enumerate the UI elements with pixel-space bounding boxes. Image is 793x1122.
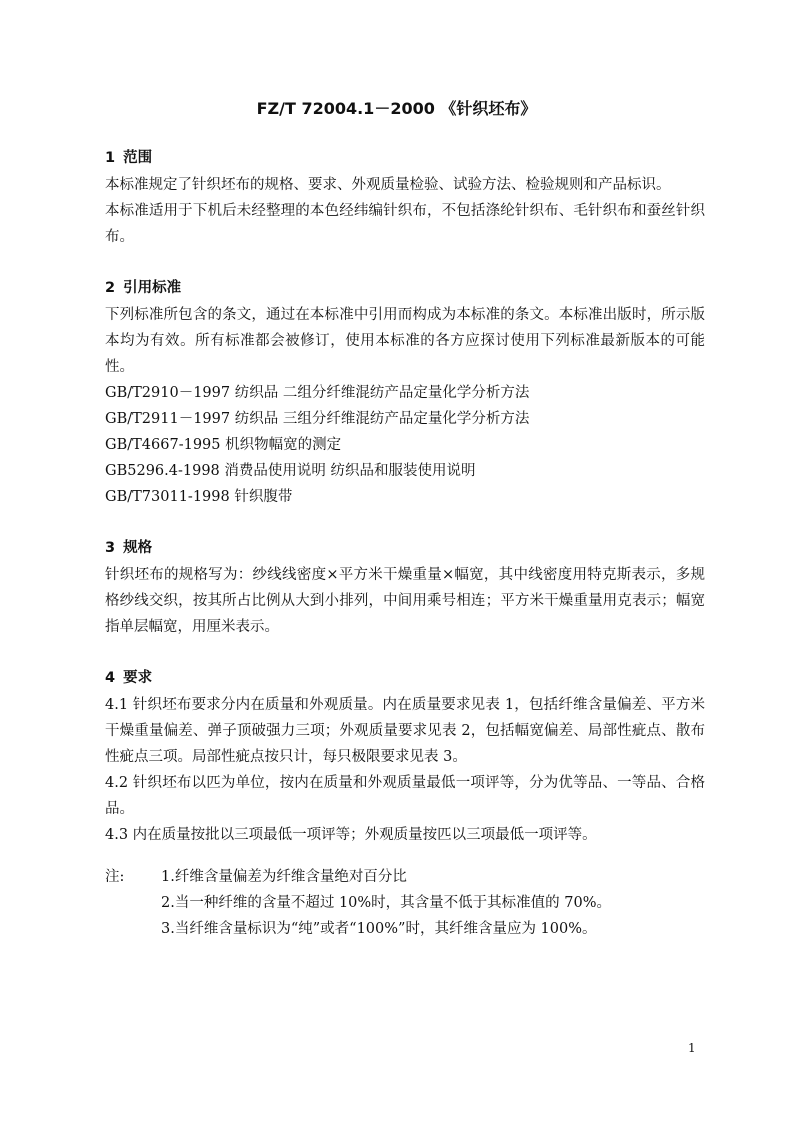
section-heading xyxy=(105,276,705,302)
section-number: 4 xyxy=(105,670,116,686)
paragraph: 本标准适用于下机后未经整理的本色经纬编针织布，不包括涤纶针织布、毛针织布和蚕丝针织布。 xyxy=(105,203,705,245)
section-number: 1 xyxy=(105,150,116,166)
note-item: 2.当一种纤维的含量不超过 10%时，其含量不低于其标准值的 70%。 xyxy=(161,895,612,911)
section-number: 3 xyxy=(105,540,116,556)
page-number: 1 xyxy=(688,1041,696,1055)
section-title: 要求 xyxy=(123,670,153,686)
reference-item: GB/T73011-1998 针织腹带 xyxy=(105,489,293,505)
section-specification xyxy=(105,536,705,640)
paragraph: 下列标准所包含的条文，通过在本标准中引用而构成为本标准的条文。本标准出版时，所示版本均为有效。所有标准都会被修订，使用本标准的各方应探讨使用下列标准最新版本的可能性。 xyxy=(105,307,705,375)
section-scope xyxy=(105,146,705,250)
paragraph: 4.3 内在质量按批以三项最低一项评等；外观质量按匹以三项最低一项评等。 xyxy=(105,827,597,843)
note-block xyxy=(105,864,705,942)
reference-item: GB/T2911－1997 纺织品 三组分纤维混纺产品定量化学分析方法 xyxy=(105,411,530,427)
paragraph: 4.2 针织坯布以匹为单位，按内在质量和外观质量最低一项评等，分为优等品、一等品、合格品。 xyxy=(105,775,705,817)
paragraph: 针织坯布的规格写为：纱线线密度×平方米干燥重量×幅宽，其中线密度用特克斯表示，多规格纱线交织，按其所占比例从大到小排列，中间用乘号相连；平方米干燥重量用克表示；幅宽指单层幅宽，用厘米表示。 xyxy=(105,567,705,635)
section-title: 规格 xyxy=(123,540,153,556)
section-heading xyxy=(105,146,705,172)
paragraph: 4.1 针织坯布要求分内在质量和外观质量。内在质量要求见表 1，包括纤维含量偏差、平方米干燥重量偏差、弹子顶破强力三项；外观质量要求见表 2，包括幅宽偏差、局部性疵点、散布性疵点三项。局部性疵点按只计，每只极限要求见表 3。 xyxy=(105,697,705,765)
section-title: 范围 xyxy=(123,150,153,166)
section-title: 引用标准 xyxy=(123,280,182,296)
section-number: 2 xyxy=(105,280,116,296)
reference-item: GB5296.4-1998 消费品使用说明 纺织品和服装使用说明 xyxy=(105,463,476,479)
section-requirements xyxy=(105,666,705,848)
document-body xyxy=(105,146,705,942)
document-title: FZ/T 72004.1－2000 《针织坯布》 xyxy=(256,99,537,118)
note-item: 3.当纤维含量标识为“纯”或者“100%”时，其纤维含量应为 100%。 xyxy=(161,921,597,937)
section-heading xyxy=(105,666,705,692)
paragraph: 本标准规定了针织坯布的规格、要求、外观质量检验、试验方法、检验规则和产品标识。 xyxy=(105,177,671,193)
section-references xyxy=(105,276,705,510)
section-heading xyxy=(105,536,705,562)
note-label: 注: xyxy=(105,869,125,885)
note-item: 1.纤维含量偏差为纤维含量绝对百分比 xyxy=(161,869,407,885)
reference-item: GB/T4667-1995 机织物幅宽的测定 xyxy=(105,437,342,453)
reference-item: GB/T2910－1997 纺织品 二组分纤维混纺产品定量化学分析方法 xyxy=(105,385,530,401)
